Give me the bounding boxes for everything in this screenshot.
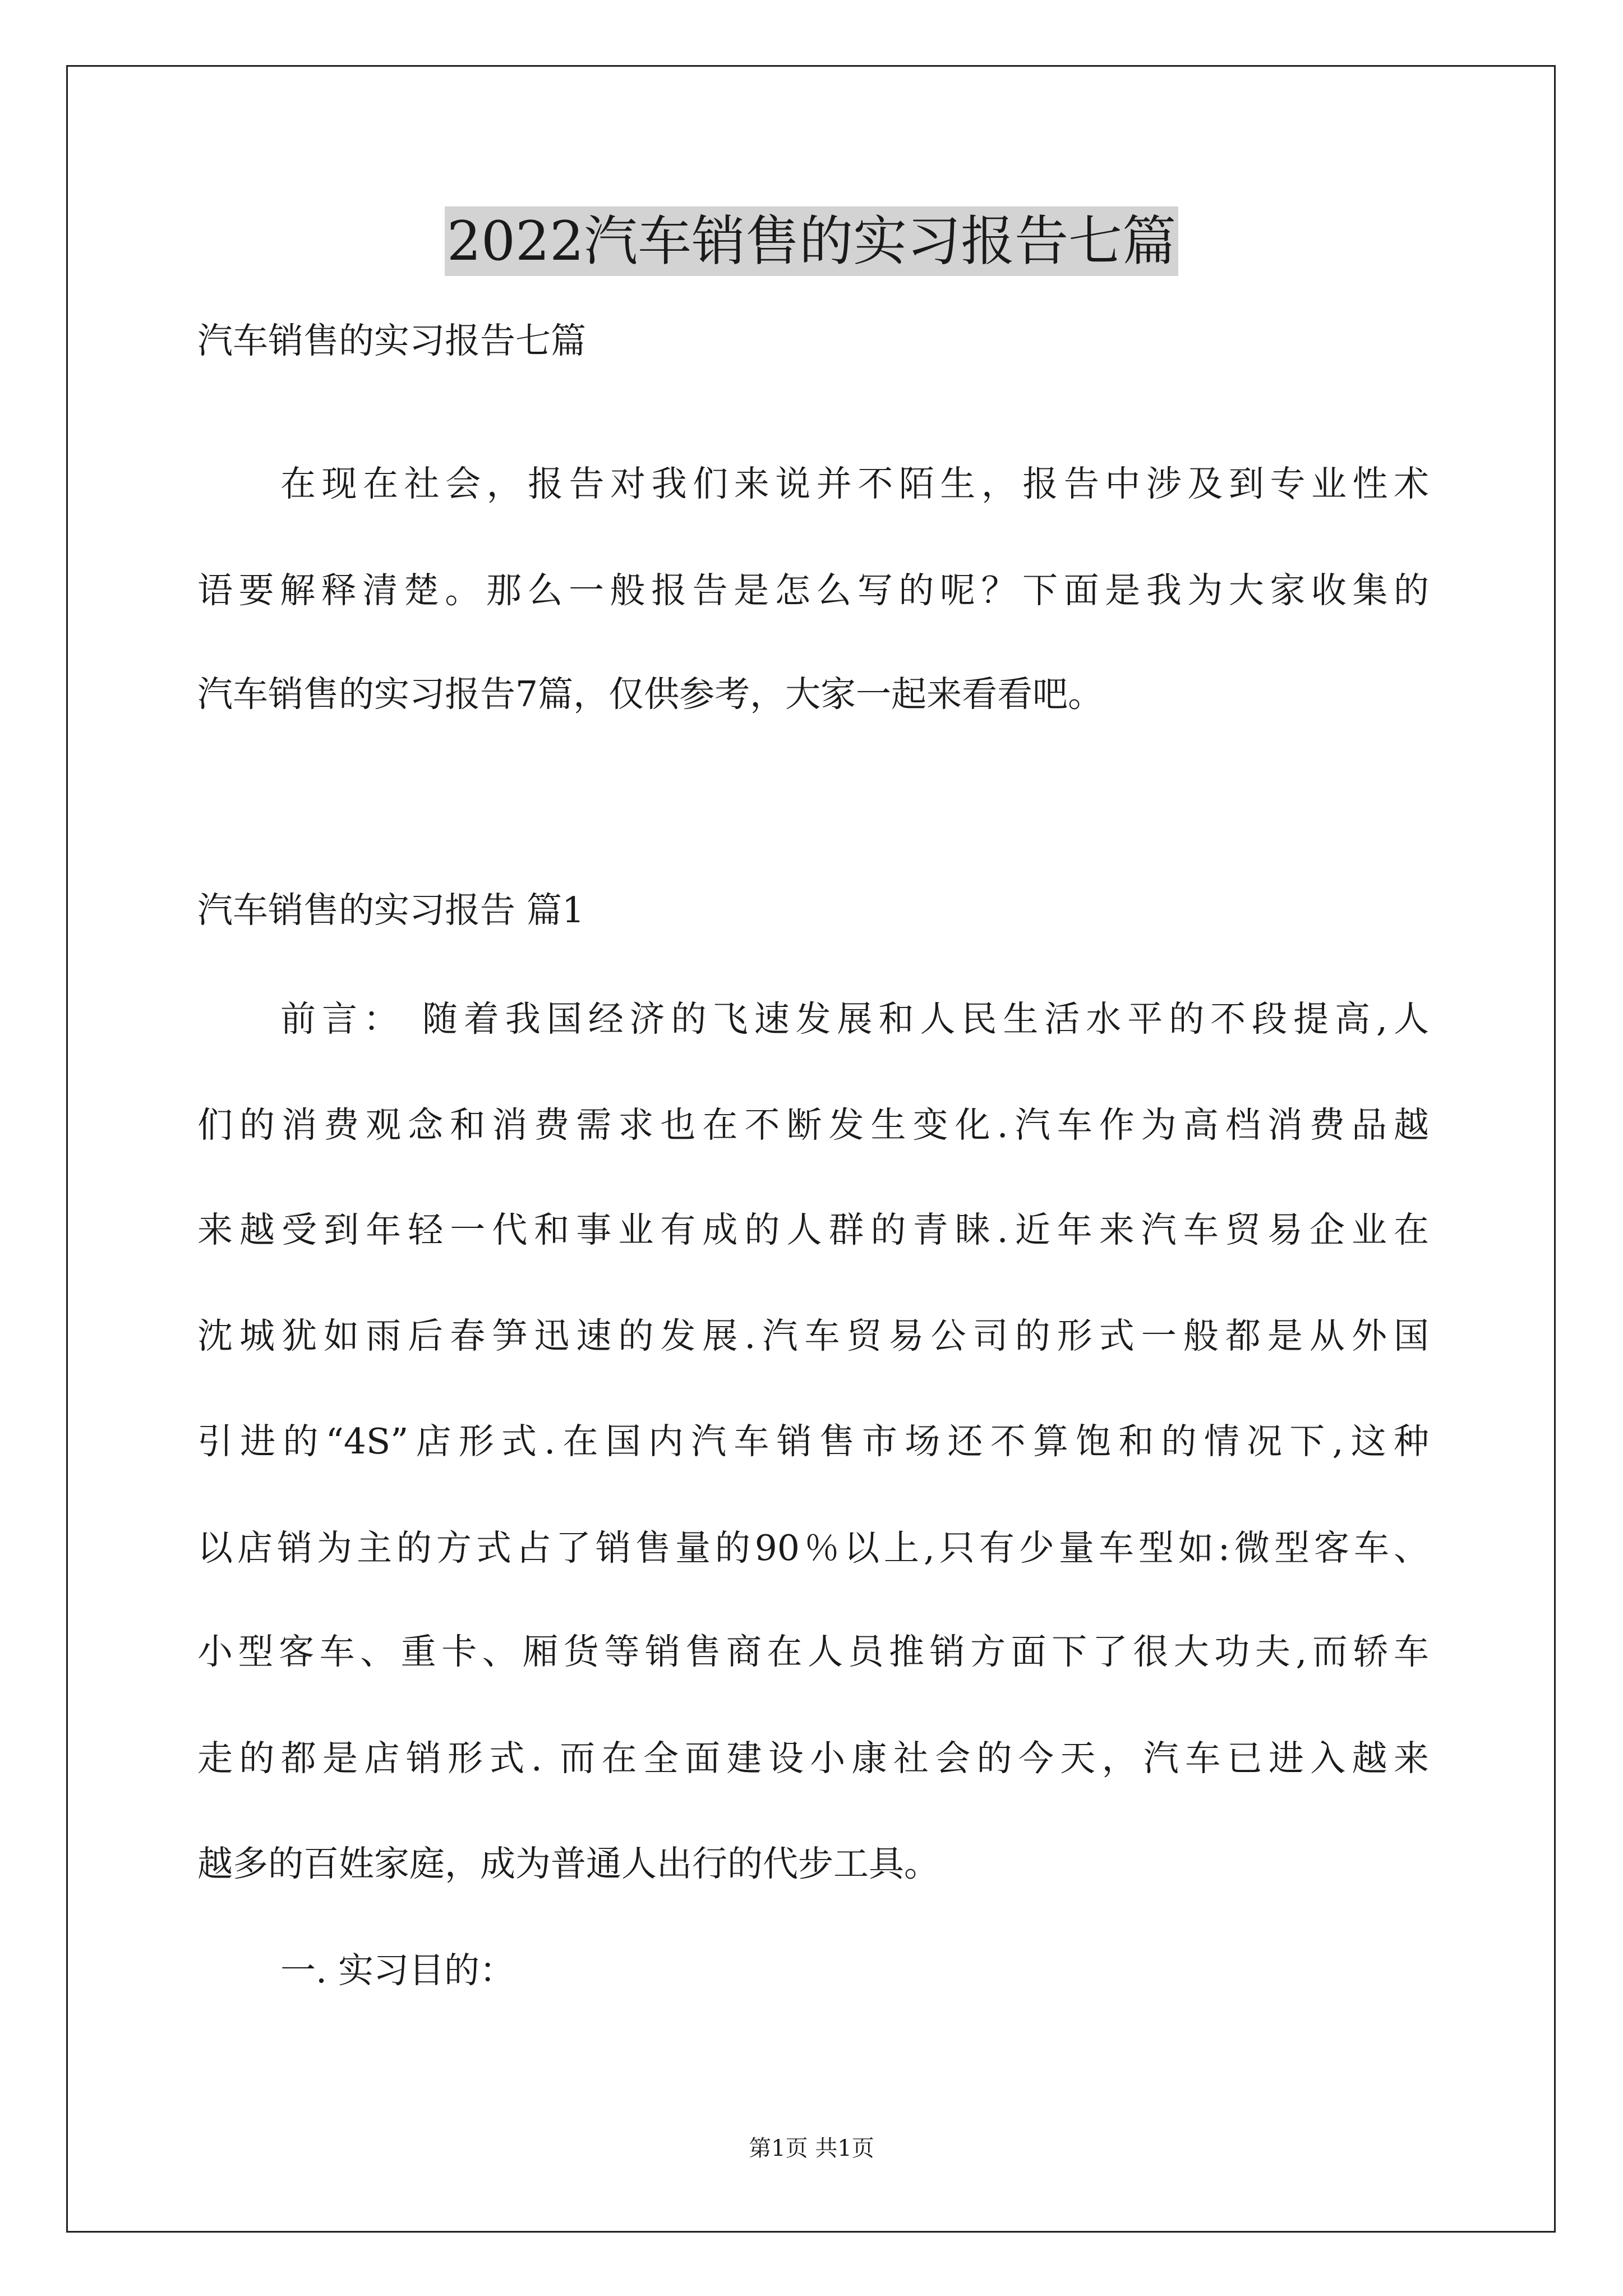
page-border [66, 65, 1556, 2233]
section-1-line-3: 来越受到年轻一代和事业有成的人群的青睐.近年来汽车贸易企业在 [197, 1209, 1429, 1250]
document-title-text: 2022汽车销售的实习报告七篇 [445, 206, 1178, 276]
section-1-line-4: 沈城犹如雨后春笋迅速的发展.汽车贸易公司的形式一般都是从外国 [197, 1315, 1429, 1356]
page-footer: 第1页 共1页 [749, 2136, 874, 2161]
section-1-line-7: 小型客车、重卡、厢货等销售商在人员推销方面下了很大功夫,而轿车 [197, 1631, 1429, 1672]
section-1-line-2: 们的消费观念和消费需求也在不断发生变化.汽车作为高档消费品越 [197, 1105, 1429, 1145]
intro-line-1: 在现在社会，报告对我们来说并不陌生，报告中涉及到专业性术 [280, 463, 1429, 504]
section-1-line-8: 走的都是店销形式. 而在全面建设小康社会的今天，汽车已进入越来 [197, 1738, 1429, 1779]
section-1-line-6: 以店销为主的方式占了销售量的90％以上,只有少量车型如:微型客车、 [197, 1527, 1429, 1568]
section-1-subheading: 一. 实习目的： [280, 1950, 515, 1991]
intro-line-2: 语要解释清楚。那么一般报告是怎么写的呢？下面是我为大家收集的 [197, 570, 1429, 611]
section-1-line-5: 引进的“4S”店形式.在国内汽车销售市场还不算饱和的情况下,这种 [197, 1421, 1429, 1462]
section-1-heading: 汽车销售的实习报告 篇1 [197, 890, 585, 931]
intro-heading: 汽车销售的实习报告七篇 [197, 320, 586, 361]
intro-line-3: 汽车销售的实习报告7篇，仅供参考，大家一起来看看吧。 [197, 674, 1104, 715]
document-title [0, 202, 1623, 280]
section-1-line-9: 越多的百姓家庭，成为普通人出行的代步工具。 [197, 1843, 939, 1884]
section-1-line-1: 前言： 随着我国经济的飞速发展和人民生活水平的不段提高,人 [280, 999, 1429, 1039]
